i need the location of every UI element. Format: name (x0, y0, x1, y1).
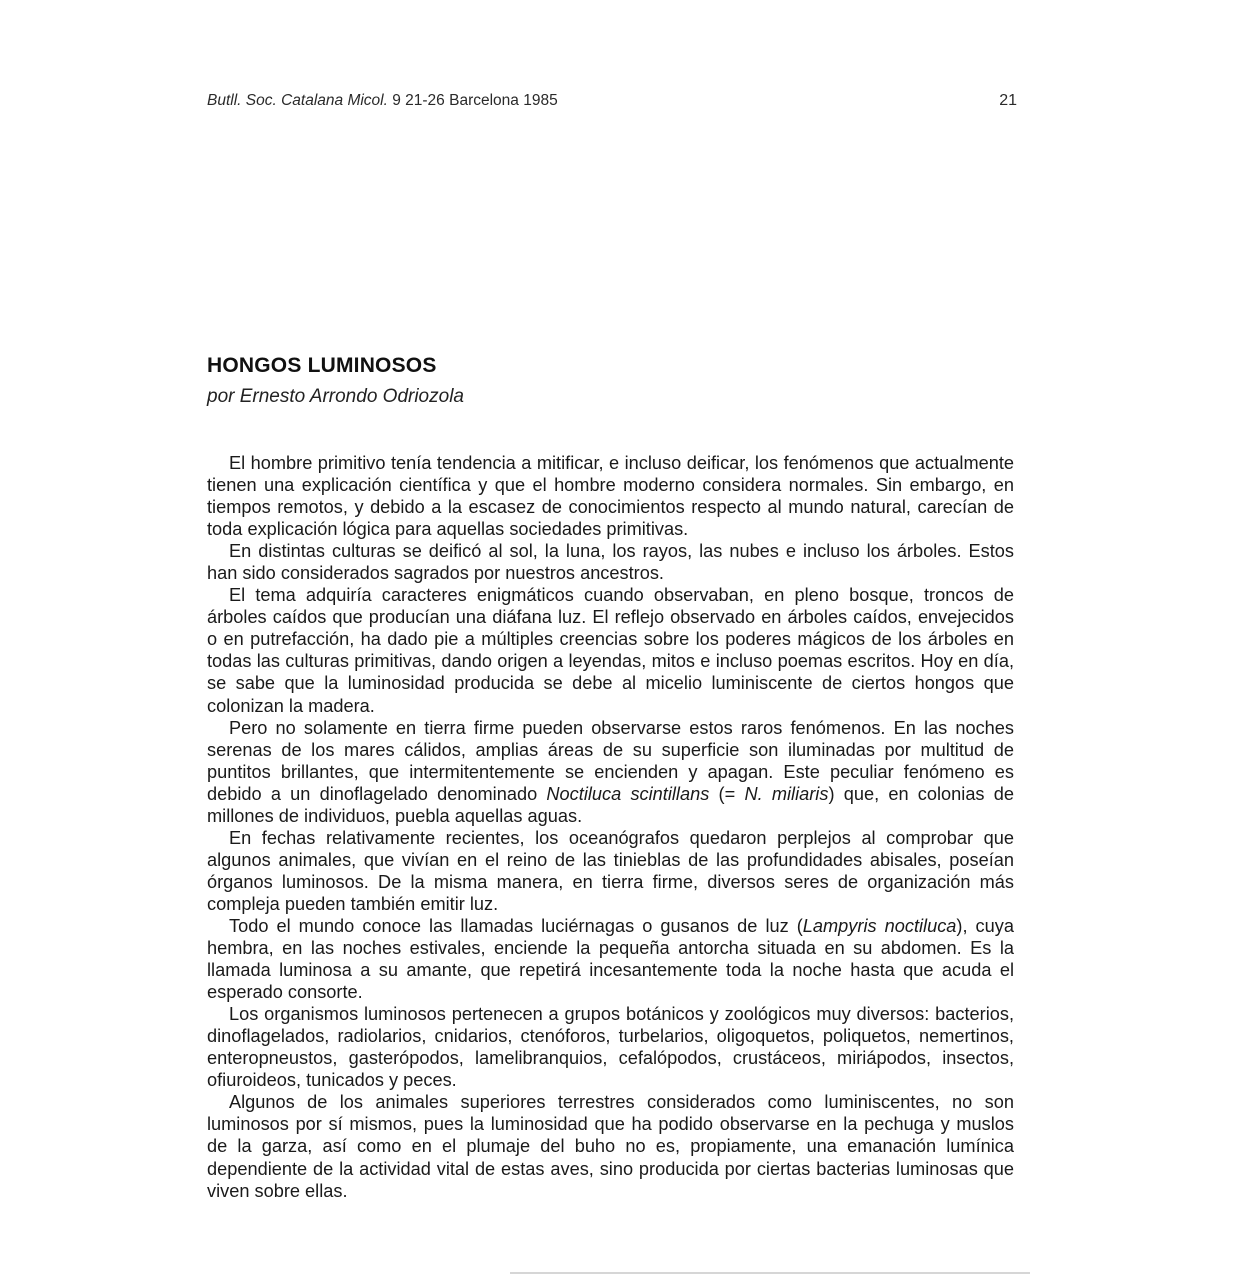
species-name: Noctiluca scintillans (546, 783, 710, 804)
species-name: N. miliaris (744, 783, 829, 804)
body-paragraph (207, 827, 1014, 915)
body-paragraph (207, 915, 1014, 1003)
author-byline: por Ernesto Arrondo Odriozola (207, 386, 464, 407)
body-paragraph (207, 717, 1014, 827)
paragraph-text: ) que, en colonias de millones de individuos, puebla aquellas aguas. (207, 783, 1014, 826)
scan-edge-line (510, 1272, 1030, 1274)
body-paragraph (207, 452, 1014, 540)
running-head (207, 92, 1017, 114)
paragraph-text: En distintas culturas se deificó al sol, la luna, los rayos, las nubes e incluso los árboles. Estos han sido considerados sagrados por nuestros ancestros. (207, 541, 1014, 584)
volume-pages: 9 21-26 Barcelona 1985 (387, 92, 558, 109)
paragraph-text: Pero no solamente en tierra firme pueden observarse estos raros fenómenos. En las noches serenas de los mares cálidos, amplias áreas de su superficie son iluminadas por multitud de puntitos brillantes, que intermitentemente se encienden y apagan. Este peculiar fenómeno es debido a un dinoflagelado denominado (207, 717, 1014, 804)
paragraph-text: (= (709, 783, 745, 804)
paragraph-text: En fechas relativamente recientes, los oceanógrafos quedaron perplejos al comprobar que algunos animales, que vivían en el reino de las tinieblas de las profundidades abisales, poseían órganos luminosos. De la misma manera, en tierra firme, diversos seres de organización más compleja pueden también emitir luz. (207, 827, 1014, 914)
page-number: 21 (999, 92, 1017, 109)
body-paragraph (207, 1003, 1014, 1091)
paragraph-text: El tema adquiría caracteres enigmáticos cuando observaban, en pleno bosque, troncos de árboles caídos que producían una diáfana luz. El reflejo observado en árboles caídos, envejecidos o en putrefacción, ha dado pie a múltiples creencias sobre los poderes mágicos de los árboles en todas las culturas primitivas, dando origen a leyendas, mitos e incluso poemas escritos. Hoy en día, se sabe que la luminosidad producida se debe al micelio luminiscente de ciertos hongos que colonizan la madera. (207, 585, 1014, 716)
body-paragraph (207, 584, 1014, 716)
species-name: Lampyris noctiluca (802, 915, 957, 936)
article-body (207, 452, 1014, 1202)
article-title: HONGOS LUMINOSOS (207, 354, 437, 377)
paragraph-text: ), cuya hembra, en las noches estivales, enciende la pequeña antorcha situada en su abdomen. Es la llamada luminosa a su amante, que repetirá incesantemente toda la noche hasta que acuda el esperado consorte. (207, 915, 1014, 1003)
paragraph-text: Los organismos luminosos pertenecen a grupos botánicos y zoológicos muy diversos: bacterios, dinoflagelados, radiolarios, cnidarios, ctenóforos, turbelarios, oligoquetos, poliquetos, nemertinos, enteropneustos, gasterópodos, lamelibranquios, cefalópodos, crustáceos, miriápodos, insectos, ofiuroideos, tunicados y peces. (207, 1004, 1014, 1091)
body-paragraph (207, 1091, 1014, 1201)
journal-name: Butll. Soc. Catalana Micol. (207, 92, 388, 109)
paragraph-text: Algunos de los animales superiores terrestres considerados como luminiscentes, no son luminosos por sí mismos, pues la luminosidad que ha podido observarse en la pechuga y muslos de la garza, así como en el plumaje del buho no es, propiamente, una emanación lumínica dependiente de la actividad vital de estas aves, sino producida por ciertas bacterias luminosas que viven sobre ellas. (207, 1092, 1014, 1201)
paragraph-text: Todo el mundo conoce las llamadas luciérnagas o gusanos de luz ( (229, 915, 803, 936)
body-paragraph (207, 540, 1014, 584)
paragraph-text: El hombre primitivo tenía tendencia a mitificar, e incluso deificar, los fenómenos que actualmente tienen una explicación científica y que el hombre moderno considera normales. Sin embargo, en tiempos remotos, y debido a la escasez de conocimientos respecto al mundo natural, carecían de toda explicación lógica para aquellas sociedades primitivas. (207, 453, 1014, 540)
